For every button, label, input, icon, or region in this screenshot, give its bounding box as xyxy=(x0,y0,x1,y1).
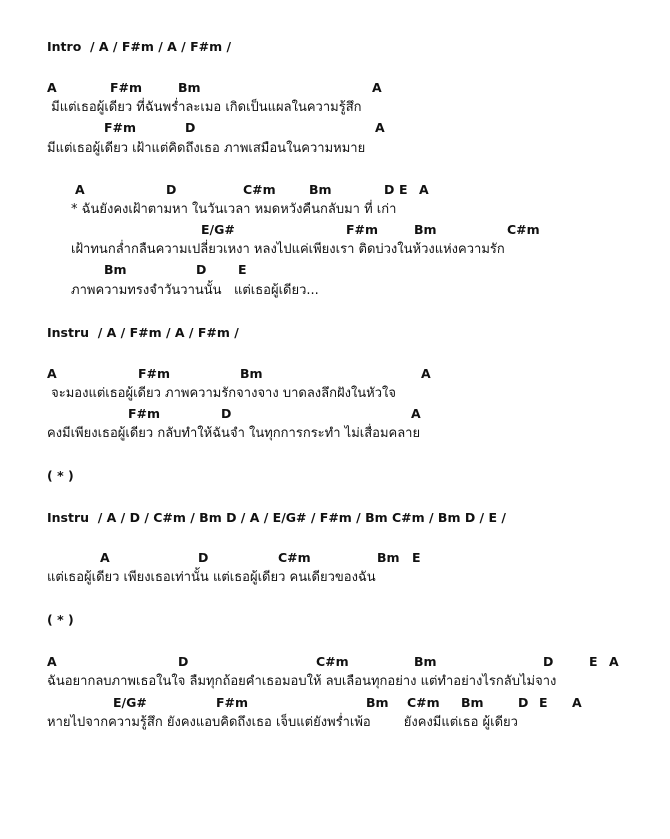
lyric-line: มีแต่เธอผู้เดียว ที่ฉันพร่ำละเมอ เกิดเป็นแผลในความรู้สึก xyxy=(47,100,362,115)
lyric-line: เฝ้าทนกล่ำกลืนความเปลี่ยวเหงา หลงไปแค่เพียงเรา ติดบ่วงในห้วงแห่งความรัก xyxy=(71,242,505,257)
chord: F#m xyxy=(216,695,249,710)
chord: A xyxy=(372,80,382,95)
chord: Bm xyxy=(377,550,400,565)
chord-line xyxy=(0,654,670,670)
chord-line xyxy=(0,262,670,278)
chord: Bm xyxy=(414,222,437,237)
lyric-line: จะมองแต่เธอผู้เดียว ภาพความรักจางจาง บาดลงลึกฝังในหัวใจ xyxy=(47,386,397,401)
chord: A xyxy=(47,366,57,381)
chord: Bm xyxy=(366,695,389,710)
chord: Bm xyxy=(178,80,201,95)
chord: D xyxy=(384,182,395,197)
repeat-marker: ( * ) xyxy=(47,612,74,627)
chord: D xyxy=(543,654,554,669)
chord: A xyxy=(572,695,582,710)
chord: C#m xyxy=(278,550,311,565)
chord: D xyxy=(185,120,196,135)
chord: A xyxy=(75,182,85,197)
chord-line xyxy=(0,406,670,422)
lyric-line: แต่เธอผู้เดียว เพียงเธอเท่านั้น แต่เธอผู้เดียว คนเดียวของฉัน xyxy=(47,570,376,585)
chord: A xyxy=(419,182,429,197)
chord-line xyxy=(0,80,670,96)
chord: F#m xyxy=(346,222,379,237)
chord: A xyxy=(47,80,57,95)
intro-line: Intro / A / F#m / A / F#m / xyxy=(47,39,232,54)
chord-line xyxy=(0,695,670,711)
chord: Bm xyxy=(240,366,263,381)
chord: Bm xyxy=(104,262,127,277)
chord: E/G# xyxy=(201,222,235,237)
chord: Bm xyxy=(461,695,484,710)
chord: A xyxy=(411,406,421,421)
chord: C#m xyxy=(243,182,276,197)
chord: E xyxy=(238,262,247,277)
chord: F#m xyxy=(110,80,143,95)
repeat-marker: ( * ) xyxy=(47,468,74,483)
chord: D xyxy=(166,182,177,197)
chord: F#m xyxy=(104,120,137,135)
chord: D xyxy=(178,654,189,669)
chord: D xyxy=(221,406,232,421)
lyric-line: มีแต่เธอผู้เดียว เฝ้าแต่คิดถึงเธอ ภาพเสมือนในความหมาย xyxy=(47,141,366,156)
chord-line xyxy=(0,182,670,198)
chord: A xyxy=(100,550,110,565)
chord: D xyxy=(518,695,529,710)
chord-line xyxy=(0,222,670,238)
chord: C#m xyxy=(407,695,440,710)
instrumental-line: Instru / A / F#m / A / F#m / xyxy=(47,325,239,340)
lyric-line: ฉันอยากลบภาพเธอในใจ ลืมทุกถ้อยคำเธอมอบให้ ลบเลือนทุกอย่าง แต่ทำอย่างไรกลับไม่จาง xyxy=(47,674,557,689)
chord-line xyxy=(0,550,670,566)
lyric-line: หายไปจากความรู้สึก ยังคงแอบคิดถึงเธอ เจ็บแต่ยังพร่ำเพ้อ ยังคงมีแต่เธอ ผู้เดียว xyxy=(47,715,518,730)
chord: C#m xyxy=(507,222,540,237)
chord: Bm xyxy=(414,654,437,669)
chord: A xyxy=(421,366,431,381)
chord: D xyxy=(198,550,209,565)
instrumental-line: Instru / A / D / C#m / Bm D / A / E/G# / F#m / Bm C#m / Bm D / E / xyxy=(47,510,506,525)
chord: E xyxy=(399,182,408,197)
chord: F#m xyxy=(128,406,161,421)
chord: E xyxy=(539,695,548,710)
lyric-line: * ฉันยังคงเฝ้าตามหา ในวันเวลา หมดหวังคืนกลับมา ที่ เก่า xyxy=(71,202,397,217)
chord: A xyxy=(609,654,619,669)
lyric-line: ภาพความทรงจำวันวานนั้น แต่เธอผู้เดียว... xyxy=(71,283,319,298)
chord-line xyxy=(0,120,670,136)
chord: E/G# xyxy=(113,695,147,710)
lyric-line: คงมีเพียงเธอผู้เดียว กลับทำให้ฉันจำ ในทุกการกระทำ ไม่เสื่อมคลาย xyxy=(47,426,421,441)
chord-line xyxy=(0,366,670,382)
chord: D xyxy=(196,262,207,277)
chord: C#m xyxy=(316,654,349,669)
chord: Bm xyxy=(309,182,332,197)
chord: A xyxy=(47,654,57,669)
chord: F#m xyxy=(138,366,171,381)
chord: E xyxy=(412,550,421,565)
chord: A xyxy=(375,120,385,135)
chord: E xyxy=(589,654,598,669)
